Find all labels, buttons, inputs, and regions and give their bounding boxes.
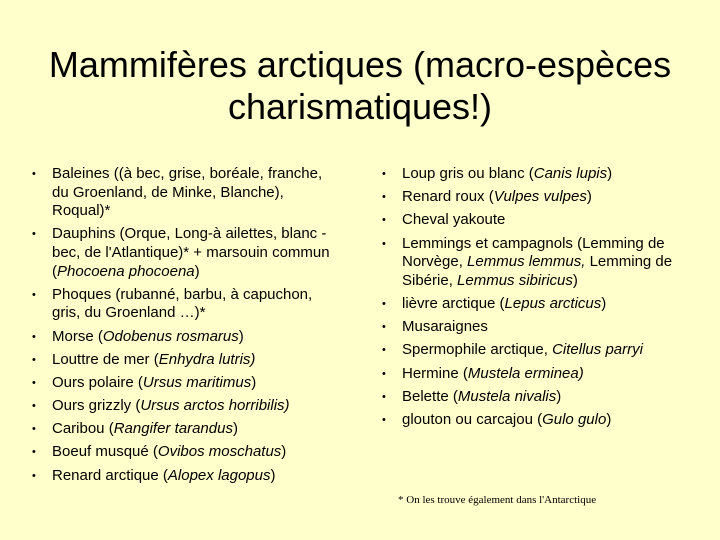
bullet-icon: • bbox=[382, 344, 386, 357]
bullet-icon: • bbox=[32, 469, 36, 482]
left-list-item bbox=[32, 328, 342, 347]
bullet-icon: • bbox=[32, 330, 36, 343]
list-item-text: Renard arctique (Alopex lagopus) bbox=[52, 466, 276, 484]
bullet-icon: • bbox=[32, 168, 36, 180]
bullet-icon: • bbox=[32, 376, 36, 389]
list-item-text: Lemmings et campagnols (Lemming de Norvège, Lemmus lemmus, Lemming de Sibérie, Lemmus sibiricus) bbox=[402, 234, 673, 289]
list-item-text: Morse (Odobenus rosmarus) bbox=[52, 327, 244, 345]
left-list-item bbox=[32, 351, 342, 370]
left-list-item bbox=[32, 467, 342, 486]
bullet-icon: • bbox=[32, 353, 36, 366]
right-list-item bbox=[382, 211, 702, 230]
list-item-text: Hermine (Mustela erminea) bbox=[402, 364, 584, 382]
right-list-item bbox=[382, 295, 702, 314]
bullet-icon: • bbox=[382, 214, 386, 227]
list-item-text: Dauphins (Orque, Long-à ailettes, blanc -bec, de l'Atlantique)* + marsouin commun (Phocoena phocoena) bbox=[52, 225, 330, 280]
right-list-item bbox=[382, 365, 702, 384]
right-list-item bbox=[382, 318, 702, 337]
list-item-text: Baleines ((à bec, grise, boréale, franche, du Groenland, de Minke, Blanche), Roqual)* bbox=[52, 165, 323, 220]
footnote: * On les trouve également dans l'Antarctique bbox=[398, 494, 597, 506]
left-list-item bbox=[32, 225, 342, 281]
list-item-text: Loup gris ou blanc (Canis lupis) bbox=[402, 165, 613, 182]
list-item-text: Cheval yakoute bbox=[402, 211, 506, 229]
list-item-text: Belette (Mustela nivalis) bbox=[402, 387, 562, 405]
right-list-item bbox=[382, 235, 702, 291]
bullet-icon: • bbox=[382, 390, 386, 403]
right-list-item bbox=[382, 188, 702, 207]
list-item-text: Caribou (Rangifer tarandus) bbox=[52, 420, 238, 438]
list-item-text: glouton ou carcajou (Gulo gulo) bbox=[402, 410, 612, 428]
right-list-item bbox=[382, 411, 702, 430]
bullet-icon: • bbox=[382, 413, 386, 426]
bullet-icon: • bbox=[32, 423, 36, 436]
right-bullet-list bbox=[382, 165, 702, 434]
right-list-item bbox=[382, 341, 702, 360]
left-list-item bbox=[32, 420, 342, 439]
list-item-text: Louttre de mer (Enhydra lutris) bbox=[52, 350, 256, 368]
left-bullet-list bbox=[32, 165, 342, 490]
list-item-text: Boeuf musqué (Ovibos moschatus) bbox=[52, 443, 287, 461]
bullet-icon: • bbox=[32, 400, 36, 413]
list-item-text: Phoques (rubanné, barbu, à capuchon, gris, du Groenland …)* bbox=[52, 285, 313, 322]
left-list-item bbox=[32, 165, 342, 221]
bullet-icon: • bbox=[382, 367, 386, 380]
list-item-text: lièvre arctique (Lepus arcticus) bbox=[402, 294, 607, 312]
list-item-text: Renard roux (Vulpes vulpes) bbox=[402, 188, 592, 206]
list-item-text: Musaraignes bbox=[402, 318, 488, 336]
bullet-icon: • bbox=[32, 446, 36, 459]
left-list-item bbox=[32, 443, 342, 462]
bullet-icon: • bbox=[382, 168, 386, 180]
left-list-item bbox=[32, 397, 342, 416]
list-item-text: Ours grizzly (Ursus arctos horribilis) bbox=[52, 397, 290, 415]
bullet-icon: • bbox=[382, 297, 386, 310]
bullet-icon: • bbox=[382, 237, 386, 250]
slide-title: Mammifères arctiques (macro-espèces charismatiques!) bbox=[48, 44, 672, 127]
left-list-item bbox=[32, 286, 342, 323]
bullet-icon: • bbox=[32, 228, 36, 241]
right-list-item bbox=[382, 165, 702, 184]
list-item-text: Ours polaire (Ursus maritimus) bbox=[52, 373, 257, 391]
left-list-item bbox=[32, 374, 342, 393]
list-item-text: Spermophile arctique, Citellus parryi bbox=[402, 341, 643, 359]
bullet-icon: • bbox=[382, 191, 386, 204]
bullet-icon: • bbox=[32, 288, 36, 301]
right-list-item bbox=[382, 388, 702, 407]
bullet-icon: • bbox=[382, 321, 386, 334]
